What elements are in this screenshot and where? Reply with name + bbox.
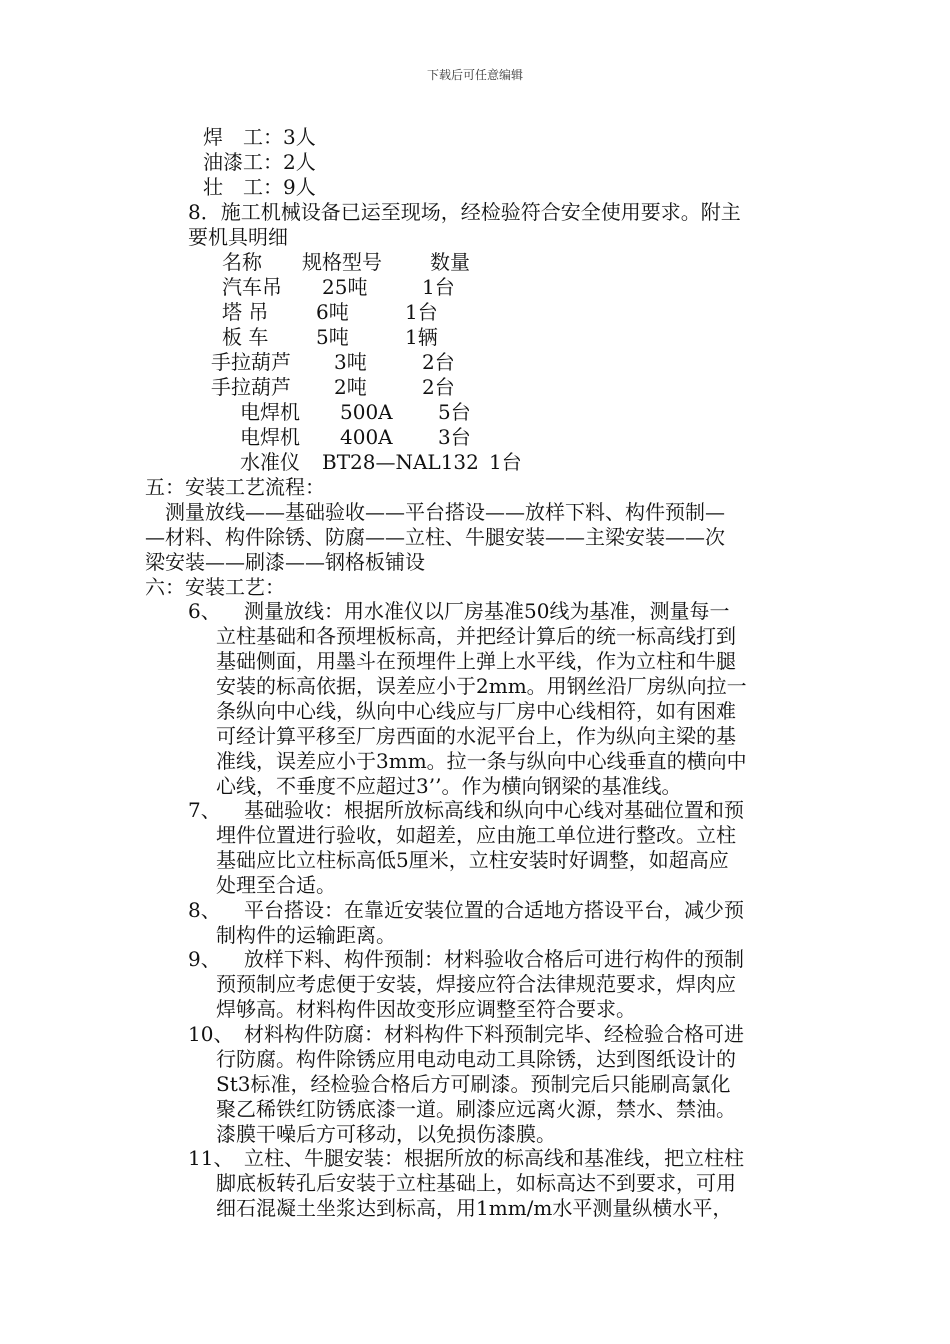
section6-item-line: 立柱基础和各预埋板标高，并把经计算后的统一标高线打到 <box>216 624 736 648</box>
equipment-cell-qty: 5台 <box>438 400 471 424</box>
equipment-cell-qty: 2台 <box>422 375 455 399</box>
equipment-header-qty: 数量 <box>430 250 470 274</box>
section6-item-line: 立柱、牛腿安装：根据所放的标高线和基准线，把立柱柱 <box>244 1146 744 1170</box>
section6-item-number: 7、 <box>188 798 221 822</box>
section5-line-2: —材料、构件除锈、防腐——立柱、牛腿安装——主梁安装——次 <box>145 525 725 549</box>
section6-item-line: 测量放线：用水准仪以厂房基准50线为基准，测量每一 <box>244 599 730 623</box>
equipment-cell-qty: 1台 <box>489 450 522 474</box>
section6-item-line: 漆膜干噪后方可移动，以免损伤漆膜。 <box>216 1122 556 1146</box>
equipment-cell-name: 水准仪 <box>240 450 300 474</box>
section6-item-number: 8、 <box>188 898 221 922</box>
section6-item-line: 埋件位置进行验收，如超差，应由施工单位进行整改。立柱 <box>216 823 736 847</box>
section6-item-line: 处理至合适。 <box>216 873 336 897</box>
item8-line-1: 8．施工机械设备已运至现场，经检验符合安全使用要求。附主 <box>188 200 741 224</box>
equipment-cell-spec: 500A <box>340 400 393 424</box>
equipment-cell-name: 手拉葫芦 <box>211 375 291 399</box>
equipment-cell-name: 电焊机 <box>240 425 300 449</box>
section6-item-line: 基础验收：根据所放标高线和纵向中心线对基础位置和预 <box>244 798 744 822</box>
equipment-cell-spec: 6吨 <box>316 300 349 324</box>
equipment-cell-qty: 1台 <box>422 275 455 299</box>
section6-item-line: 放样下料、构件预制：材料验收合格后可进行构件的预制 <box>244 947 744 971</box>
equipment-cell-name: 塔 吊 <box>222 300 269 324</box>
equipment-header-name: 名称 <box>222 250 262 274</box>
section6-item-line: 基础应比立柱标高低5厘米，立柱安装时好调整，如超高应 <box>216 848 729 872</box>
staff-line-painter: 油漆工：2人 <box>203 150 316 174</box>
equipment-cell-spec: 3吨 <box>334 350 367 374</box>
equipment-cell-spec: 5吨 <box>316 325 349 349</box>
equipment-cell-name: 板 车 <box>222 325 269 349</box>
equipment-cell-qty: 1辆 <box>405 325 438 349</box>
section5-title: 五：安装工艺流程： <box>145 475 325 499</box>
section5-line-3: 梁安装——刷漆——钢格板铺设 <box>145 550 425 574</box>
section6-item-line: 平台搭设：在靠近安装位置的合适地方搭设平台，减少预 <box>244 898 744 922</box>
equipment-cell-spec: 2吨 <box>334 375 367 399</box>
equipment-cell-name: 电焊机 <box>240 400 300 424</box>
equipment-cell-qty: 3台 <box>438 425 471 449</box>
section6-item-line: 可经计算平移至厂房西面的水泥平台上，作为纵向主梁的基 <box>216 724 736 748</box>
section6-item-number: 11、 <box>188 1146 234 1170</box>
section6-item-line: 脚底板转孔后安装于立柱基础上，如标高达不到要求，可用 <box>216 1171 736 1195</box>
section6-item-line: 条纵向中心线，纵向中心线应与厂房中心线相符，如有困难 <box>216 699 736 723</box>
equipment-cell-spec: 400A <box>340 425 393 449</box>
section6-item-line: 聚乙稀铁红防锈底漆一道。刷漆应远离火源，禁水、禁油。 <box>216 1097 736 1121</box>
equipment-cell-qty: 2台 <box>422 350 455 374</box>
equipment-cell-name: 汽车吊 <box>222 275 282 299</box>
section6-item-line: 预预制应考虑便于安装，焊接应符合法律规范要求，焊肉应 <box>216 972 736 996</box>
equipment-cell-spec: 25吨 <box>322 275 368 299</box>
staff-line-welder: 焊 工：3人 <box>203 125 316 149</box>
section6-item-number: 6、 <box>188 599 221 623</box>
page-header: 下载后可任意编辑 <box>426 68 523 82</box>
section6-item-number: 10、 <box>188 1022 234 1046</box>
section5-line-1: 测量放线——基础验收——平台搭设——放样下料、构件预制— <box>165 500 725 524</box>
section6-item-line: St3标准，经检验合格后方可刷漆。预制完后只能刷高氯化 <box>216 1072 731 1096</box>
section6-item-line: 心线，不垂度不应超过3’’。作为横向钢梁的基准线。 <box>216 774 682 798</box>
section6-item-number: 9、 <box>188 947 221 971</box>
equipment-cell-qty: 1台 <box>405 300 438 324</box>
staff-line-laborer: 壮 工：9人 <box>203 175 316 199</box>
section6-item-line: 材料构件防腐：材料构件下料预制完毕、经检验合格可进 <box>244 1022 744 1046</box>
section6-item-line: 细石混凝土坐浆达到标高，用1mm/m水平测量纵横水平， <box>216 1196 733 1220</box>
section6-item-line: 制构件的运输距离。 <box>216 923 396 947</box>
section6-item-line: 准线，误差应小于3mm。拉一条与纵向中心线垂直的横向中 <box>216 749 747 773</box>
section6-title: 六：安装工艺： <box>145 575 285 599</box>
section6-item-line: 基础侧面，用墨斗在预埋件上弹上水平线，作为立柱和牛腿 <box>216 649 736 673</box>
item8-line-2: 要机具明细 <box>188 225 288 249</box>
section6-item-line: 焊够高。材料构件因故变形应调整至符合要求。 <box>216 997 636 1021</box>
section6-item-line: 安装的标高依据，误差应小于2mm。用钢丝沿厂房纵向拉一 <box>216 674 747 698</box>
equipment-header-spec: 规格型号 <box>302 250 382 274</box>
equipment-cell-spec: BT28—NAL132 <box>322 450 479 474</box>
equipment-cell-name: 手拉葫芦 <box>211 350 291 374</box>
section6-item-line: 行防腐。构件除锈应用电动电动工具除锈，达到图纸设计的 <box>216 1047 736 1071</box>
